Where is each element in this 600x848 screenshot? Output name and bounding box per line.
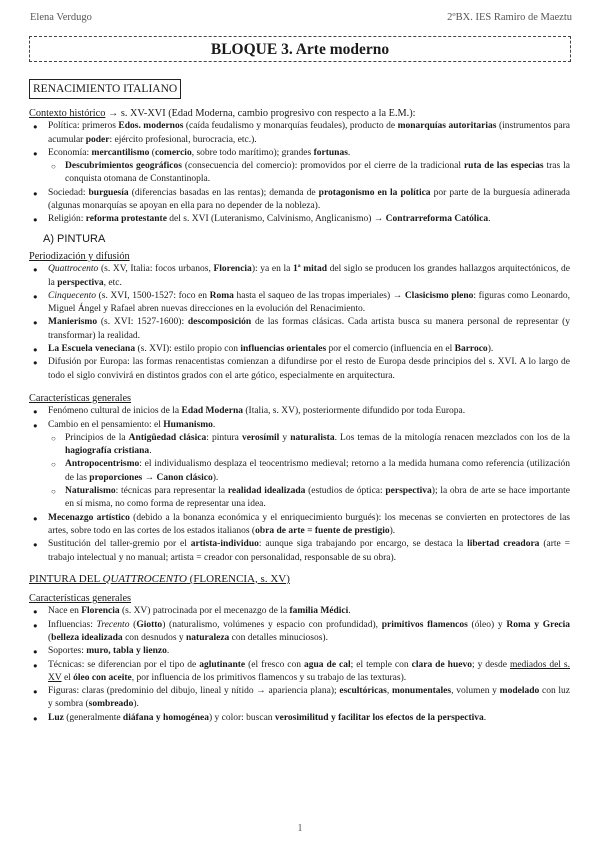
caracteristicas-heading: Características generales <box>29 392 132 404</box>
header-author: Elena Verdugo <box>30 12 92 23</box>
list-item: ● Manierismo (s. XVI: 1527-1600): descomposición de las formas clásicas. Cada artista busca su manera personal de representar (y transformar) la realidad. <box>29 316 570 343</box>
document-body <box>29 107 570 725</box>
list-item: ● Religión: reforma protestante del s. XVI (Luteranismo, Calvinismo, Anglicanismo) → Contrarreforma Católica. <box>29 213 570 226</box>
quattrocento-list <box>29 605 570 725</box>
caracteristicas-list <box>29 405 570 432</box>
list-item: ● Influencias: Trecento (Giotto) (naturalismo, volúmenes y espacio con profundidad), primitivos flamencos (óleo) y Roma y Grecia (belleza idealizada con desnudos y naturaleza con detalles minuciosos). <box>29 619 570 646</box>
contexto-sublist <box>29 160 570 187</box>
periodizacion-heading: Periodización y difusión <box>29 250 130 262</box>
contexto-list-b <box>29 187 570 227</box>
contexto-list <box>29 120 570 160</box>
list-item: ○ Principios de la Antigüedad clásica: pintura verosímil y naturalista. Los temas de la mitología renacen mezclados con los de la hagiografía cristiana. <box>29 432 570 459</box>
list-item: ● Cambio en el pensamiento: el Humanismo. <box>29 419 570 432</box>
list-item: ● Sociedad: burguesía (diferencias basadas en las rentas); demanda de protagonismo en la política por parte de la burguesía adinerada (algunas monarquías se apoyan en ella para no depender de la nobleza). <box>29 187 570 214</box>
list-item: ○ Naturalismo: técnicas para representar la realidad idealizada (estudios de óptica: perspectiva); la obra de arte se hace importante en sí misma, no como forma de representar una idea. <box>29 485 570 512</box>
pintura-label: A) PINTURA <box>43 232 106 245</box>
periodizacion-list <box>29 263 570 383</box>
list-item: ○ Descubrimientos geográficos (consecuencia del comercio): promovidos por el cierre de la tradicional ruta de las especias tras la conquista otomana de Constantinopla. <box>29 160 570 187</box>
list-item: ● Difusión por Europa: las formas renacentistas comienzan a difundirse por el resto de Europa desde principios del s. XVI. A lo largo de todo el siglo convivirá en distintos grados con el arte gótico, especialmente en arquitectura. <box>29 356 570 383</box>
list-item: ● Sustitución del taller-gremio por el artista-individuo: aunque siga trabajando por encargo, se destaca la libertad creadora (arte = trabajo intelectual y no manual; artista = creador con personalidad, responsable de su obra). <box>29 538 570 565</box>
quattrocento-subheading: Características generales <box>29 593 132 605</box>
contexto-heading: Contexto histórico → s. XV-XVI (Edad Moderna, cambio progresivo con respecto a la E.M.): <box>29 108 416 119</box>
list-item: ● Cinquecento (s. XVI, 1500-1527: foco en Roma hasta el saqueo de las tropas imperiales) → Clasicismo pleno: figuras como Leonardo, Miguel Ángel y Rafael abren nuevas direcciones en la evolución del Renacimiento. <box>29 290 570 317</box>
list-item: ● Quattrocento (s. XV, Italia: focos urbanos, Florencia): ya en la 1ª mitad del siglo se producen los grandes hallazgos arquitectónicos, de la perspectiva, etc. <box>29 263 570 290</box>
list-item: ● Nace en Florencia (s. XV) patrocinada por el mecenazgo de la familia Médici. <box>29 605 570 618</box>
list-item: ○ Antropocentrismo: el individualismo desplaza el teocentrismo medieval; retorno a la medida humana como referencia (utilización de las proporciones → Canon clásico). <box>29 458 570 485</box>
list-item: ● Figuras: claras (predominio del dibujo, lineal y nítido → apariencia plana); escultóricas, monumentales, volumen y modelado con luz y sombra (sombreado). <box>29 685 570 712</box>
list-item: ● Soportes: muro, tabla y lienzo. <box>29 645 570 658</box>
list-item: ● Mecenazgo artístico (debido a la bonanza económica y el enriquecimiento burgués): los mecenas se convierten en protectores de las artes, sobre todo en las cortes de los estados italianos (obra de arte = fuente de prestigio). <box>29 512 570 539</box>
quattrocento-heading: PINTURA DEL QUATTROCENTO (FLORENCIA, s. XV) <box>29 572 290 585</box>
list-item: ● Luz (generalmente diáfana y homogénea) y color: buscan verosimilitud y facilitar los efectos de la perspectiva. <box>29 712 570 725</box>
list-item: ● Economía: mercantilismo (comercio, sobre todo marítimo); grandes fortunas. <box>29 147 570 160</box>
caracteristicas-list-b <box>29 512 570 565</box>
section-heading: RENACIMIENTO ITALIANO <box>29 79 181 99</box>
page-title: BLOQUE 3. Arte moderno <box>29 36 571 62</box>
caracteristicas-sublist <box>29 432 570 512</box>
header-school: 2ºBX. IES Ramiro de Maeztu <box>447 12 572 23</box>
list-item: ● Técnicas: se diferencian por el tipo de aglutinante (el fresco con agua de cal; el temple con clara de huevo; y desde mediados del s. XV el óleo con aceite, por influencia de los primitivos flamencos y su trabajo de las texturas). <box>29 659 570 686</box>
page-number: 1 <box>297 823 303 834</box>
list-item: ● Fenómeno cultural de inicios de la Edad Moderna (Italia, s. XV), posteriormente difundido por toda Europa. <box>29 405 570 418</box>
list-item: ● Política: primeros Edos. modernos (caída feudalismo y monarquías feudales), producto de monarquías autoritarias (instrumentos para acumular poder: ejército profesional, burocracia, etc.). <box>29 120 570 147</box>
list-item: ● La Escuela veneciana (s. XVI): estilo propio con influencias orientales por el comercio (influencia en el Barroco). <box>29 343 570 356</box>
